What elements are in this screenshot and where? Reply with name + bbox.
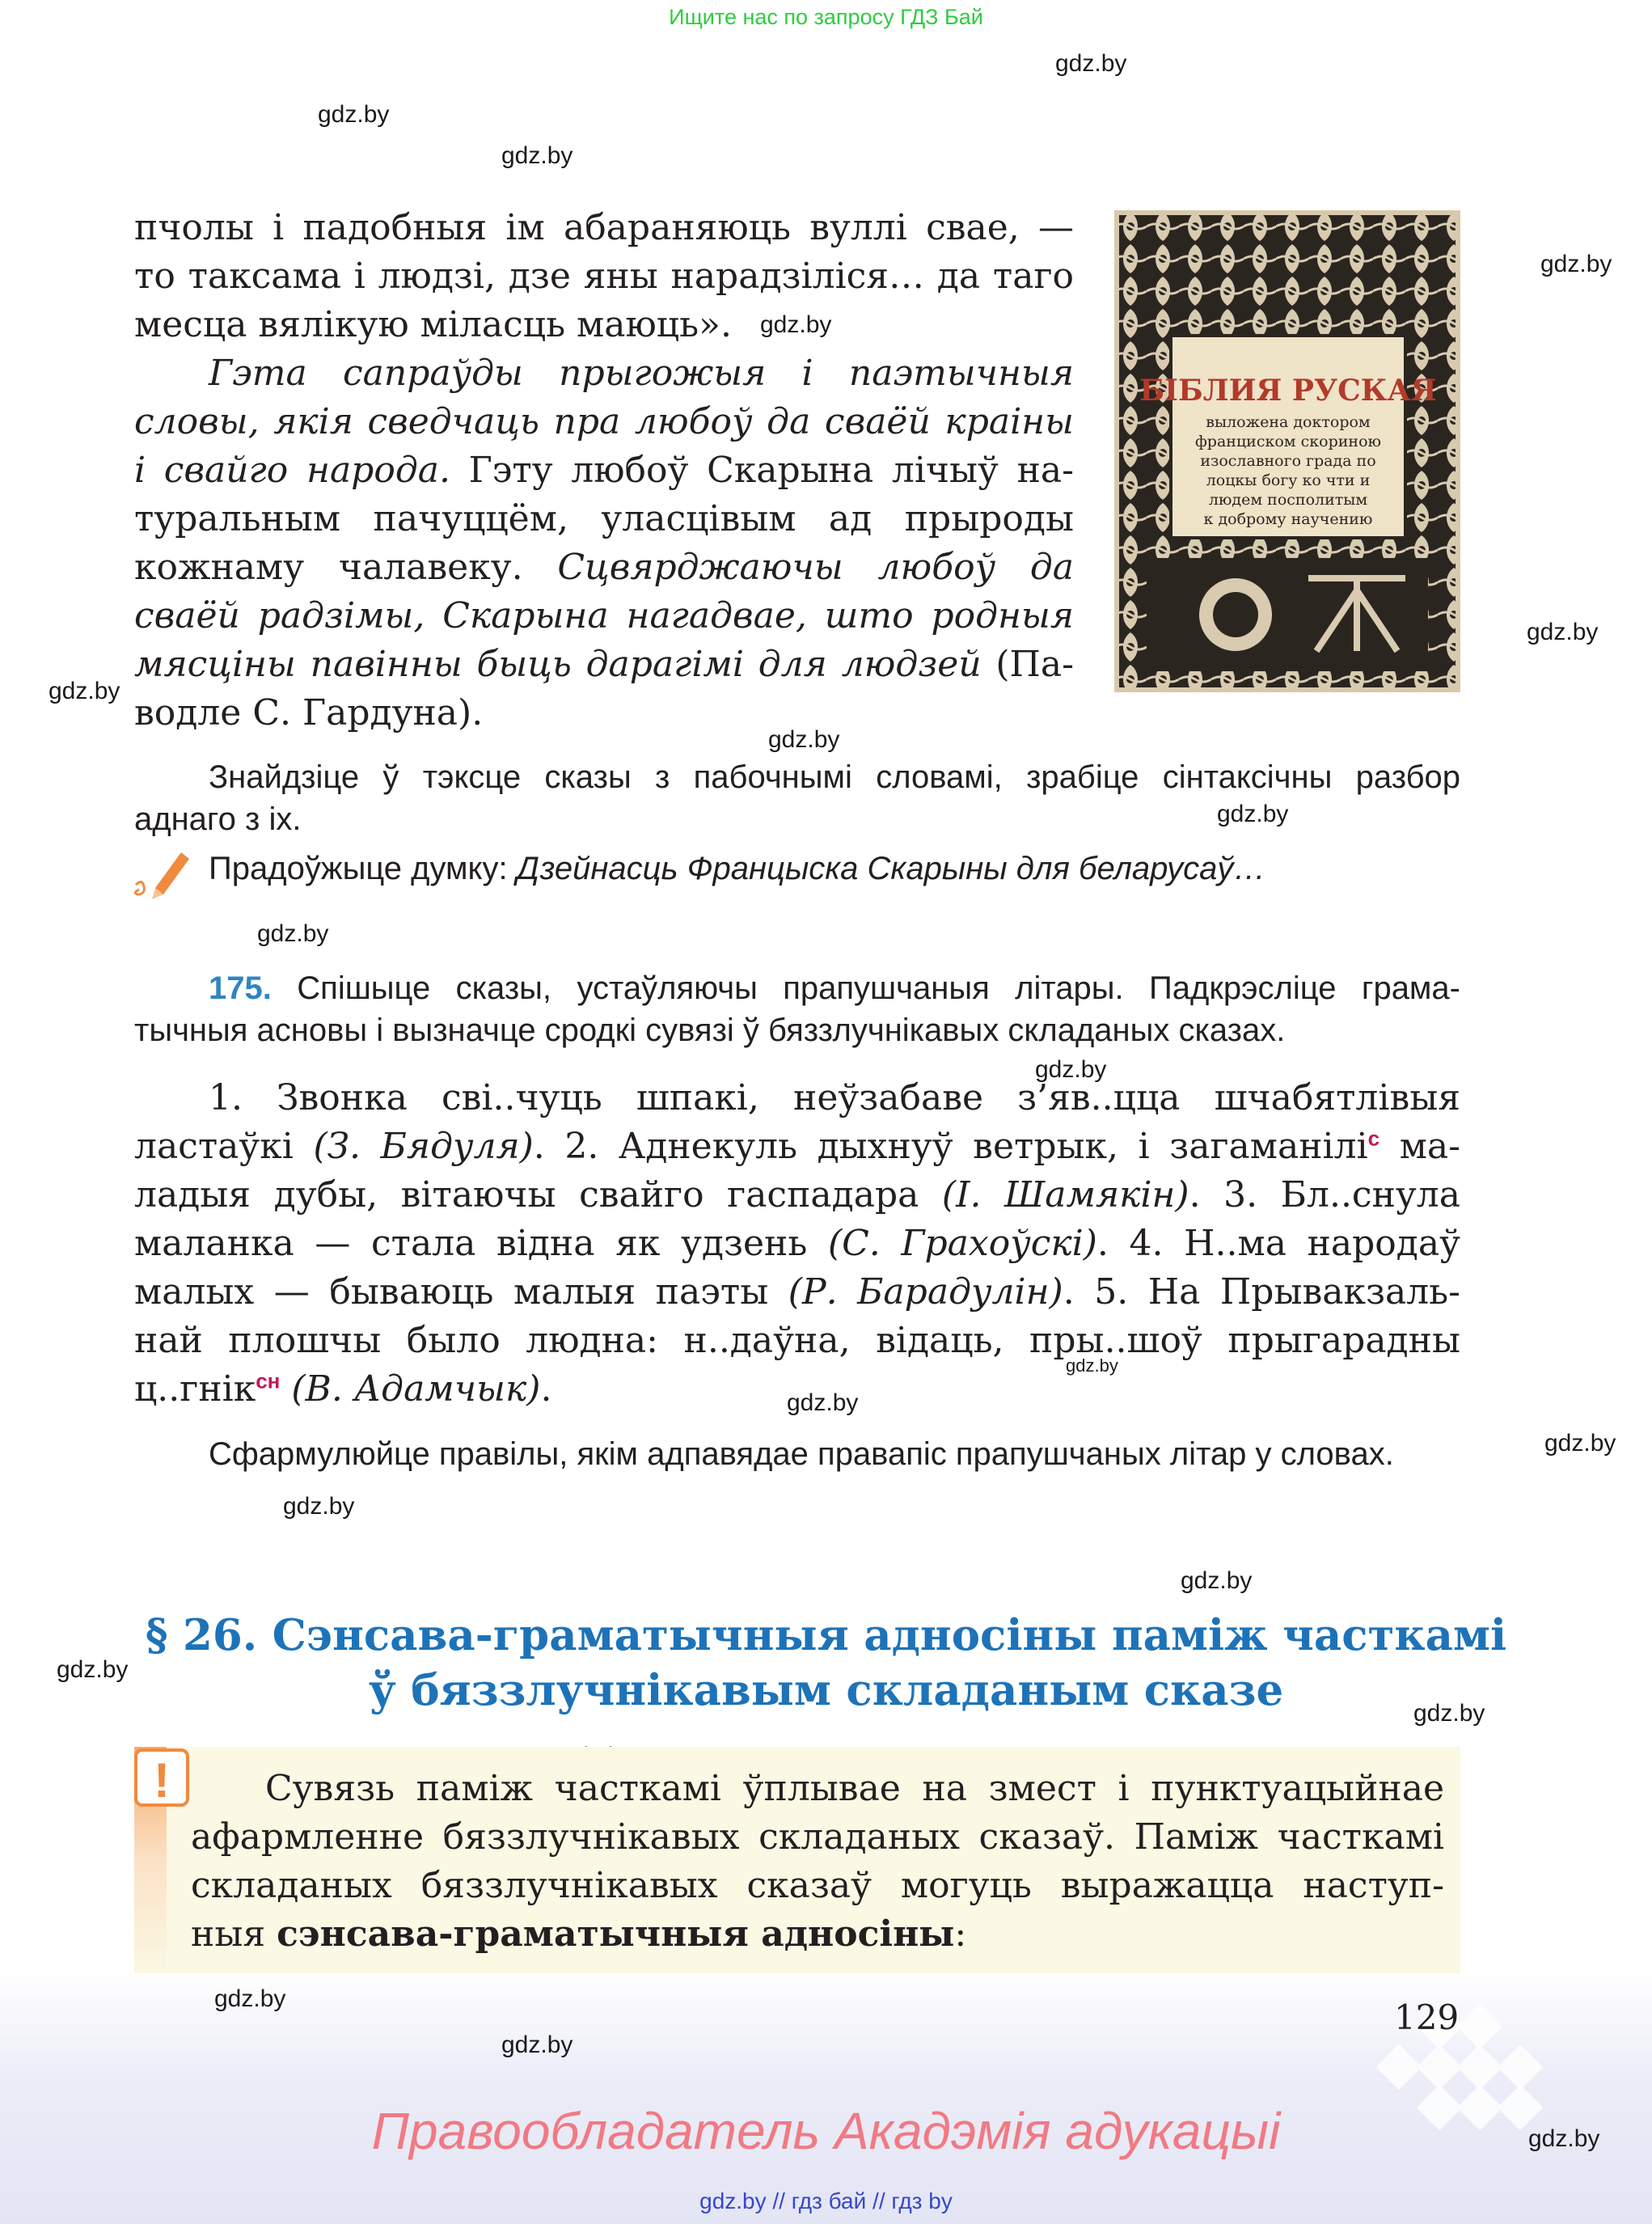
text-fragment: : <box>954 1913 967 1955</box>
watermark: gdz.by <box>501 142 573 169</box>
text-line <box>191 1910 1444 1959</box>
text-line <box>134 1123 1460 1171</box>
bible-cover-line: выложена доктором <box>1206 413 1371 431</box>
text-line: сваёй радзімы, Скарына нагадвае, што родныя <box>134 595 1074 636</box>
continue-thought <box>209 848 1460 890</box>
text-line <box>134 1171 1460 1220</box>
text-line: то таксама і людзі, дзе яны нарадзіліся… да таго <box>134 256 1074 297</box>
text-line: афармленне бяззлучнікавых складаных сказаў. Паміж часткамі <box>191 1816 1444 1858</box>
text-line: най плошчы было людна: н..даўна, вiдаць, пры..шоў прыгарадны <box>134 1320 1460 1361</box>
bible-cover-line: изославного града по <box>1200 452 1376 470</box>
text-line: складаных бяззлучнікавых сказаў могуць выражацца наступ- <box>191 1865 1444 1906</box>
watermark: gdz.by <box>1066 1355 1118 1376</box>
rule-text <box>191 1765 1444 1959</box>
text-line: Знайдзіце ў тэксце сказы з пабочнымі словамі, зрабіце сінтаксічны разбор <box>209 759 1460 795</box>
watermark: gdz.by <box>1528 2125 1600 2152</box>
watermark: gdz.by <box>768 726 840 753</box>
text-fragment <box>280 1368 291 1410</box>
text-fragment: . 4. Н..ма народаў <box>1096 1223 1460 1264</box>
watermark: gdz.by <box>283 1493 355 1520</box>
author-name: (В. Адамчык) <box>291 1368 541 1410</box>
pen-icon <box>131 841 196 906</box>
text-line <box>134 1268 1460 1317</box>
text-fragment: ц..гнiк <box>134 1368 256 1410</box>
text-line: водле С. Гардуна). <box>134 692 484 734</box>
text-fragment: . 2. Аднекуль дыхнуў ветрык, i загаманiлi <box>533 1126 1368 1167</box>
exclamation-icon: ! <box>134 1748 189 1807</box>
text-line: Сувязь паміж часткамі ўплывае на змест і пунктуацыйнае <box>265 1768 1444 1809</box>
paragraph-skaryna <box>134 204 1074 738</box>
text-fragment: кожнаму чалавеку. <box>134 547 558 588</box>
author-name: (Р. Барадулiн) <box>788 1271 1063 1313</box>
watermark: gdz.by <box>318 101 390 128</box>
text-fragment: Сцвярджаючы любоў да <box>557 547 1074 588</box>
watermark: gdz.by <box>57 1656 129 1683</box>
text-line <box>134 543 1074 592</box>
text-line: аднаго з іх. <box>134 801 302 837</box>
bible-cover-line: к доброму научению <box>1203 510 1373 528</box>
watermark: gdz.by <box>501 2032 573 2058</box>
bible-cover-line: франциском скориною <box>1194 433 1382 450</box>
watermark: gdz.by <box>1544 1430 1616 1457</box>
page-number: 129 <box>1394 1998 1460 2037</box>
top-banner-link[interactable]: Ищите нас по запросу ГДЗ Бай <box>669 5 983 29</box>
continue-thought-text: Дзейнасць Францыска Скарыны для беларусаў… <box>516 851 1266 886</box>
section-title <box>0 1608 1652 1718</box>
bible-cover-image <box>1114 210 1460 692</box>
text-fragment: (Па- <box>981 644 1075 685</box>
text-line: месца вялікую міласць маюць». <box>134 304 732 345</box>
watermark: gdz.by <box>1181 1567 1253 1594</box>
text-fragment: ныя <box>191 1913 277 1955</box>
author-name: (С. Грахоўскi) <box>827 1223 1097 1264</box>
text-fragment: мясціны павінны быць дарагімі для людзей <box>134 644 982 685</box>
exercise-number: 175. <box>209 970 272 1006</box>
bible-cover-line: людем посполитым <box>1208 491 1368 509</box>
text-fragment: і свайго народа. <box>134 450 450 491</box>
author-name: (І. Шамякiн) <box>941 1174 1189 1216</box>
text-fragment: ластаўкi <box>134 1126 314 1167</box>
exercise-175-line2 <box>134 1009 1460 1051</box>
text-fragment: . 5. На Прывакзаль- <box>1063 1271 1460 1313</box>
text-line: туральным пачуццём, уласцівым ад прыроды <box>134 498 1074 539</box>
task-find-sentences <box>209 756 1460 798</box>
watermark: gdz.by <box>1055 50 1127 77</box>
footnote-mark: с <box>1367 1126 1380 1151</box>
text-fragment: маланка — стала вiдна як удзень <box>134 1223 828 1264</box>
bible-cover-title: БІБЛИЯ РУСКАЯ <box>1139 374 1437 408</box>
watermark: gdz.by <box>257 920 329 947</box>
text-line <box>134 446 1074 495</box>
footnote-mark: сн <box>256 1368 281 1393</box>
text-line: пчолы і падобныя ім абараняюць вуллі свае, — <box>134 207 1074 248</box>
watermark: gdz.by <box>1217 801 1289 827</box>
task-formulate-rules <box>209 1433 1460 1475</box>
exercise-175-line1 <box>209 967 1460 1009</box>
watermark: gdz.by <box>1527 619 1599 645</box>
continue-thought-label: Прадоўжыце думку: <box>209 851 517 886</box>
rule-term: сэнсава-граматычныя адносіны <box>277 1913 955 1955</box>
text-line <box>134 641 1074 689</box>
bible-cover-engraving <box>1114 210 1460 692</box>
text-fragment: малых — бываюць малыя паэты <box>134 1271 788 1313</box>
watermark: gdz.by <box>1413 1700 1485 1727</box>
text-line <box>134 1365 1460 1414</box>
text-fragment: Гэту любоў Скарына лічыў на- <box>450 450 1074 491</box>
watermark: gdz.by <box>1035 1056 1107 1083</box>
task-find-sentences-cont <box>134 798 1460 840</box>
text-fragment: ма- <box>1379 1126 1461 1167</box>
text-fragment: ладыя дубы, вiтаючы свайго гаспадара <box>134 1174 942 1216</box>
watermark: gdz.by <box>214 1985 286 2012</box>
watermark: gdz.by <box>787 1389 859 1416</box>
watermark: gdz.by <box>1540 251 1612 277</box>
bottom-links[interactable]: gdz.by // гдз бай // гдз by <box>699 2188 953 2213</box>
text-line: тычныя асновы і вызначце сродкі сувязі ў бяззлучнікавых складаных сказах. <box>134 1013 1286 1048</box>
text-fragment: . <box>540 1368 552 1410</box>
text-line: словы, якія сведчаць пра любоў да сваёй краіны <box>134 401 1074 442</box>
section-title-line: ў бяззлучнікавым складаным сказе <box>368 1665 1284 1715</box>
author-name: (З. Бядуля) <box>313 1126 534 1167</box>
bible-cover-line: лоцкы богу ко чти и <box>1206 471 1371 489</box>
watermark: gdz.by <box>49 678 120 704</box>
exercise-sentences <box>134 1074 1460 1414</box>
text-line <box>134 1220 1460 1268</box>
text-line: Сфармулюйце правілы, якім адпавядае правапіс прапушчаных літар у словах. <box>209 1436 1394 1472</box>
section-title-line: § 26. Сэнсава-граматычныя адносіны паміж часткамі <box>145 1610 1507 1660</box>
text-line: Гэта сапраўды прыгожыя і паэтычныя <box>209 353 1074 394</box>
watermark: gdz.by <box>760 311 832 338</box>
copyright-notice: Правообладатель Акадэмія адукацыі <box>371 2102 1281 2160</box>
text-fragment: Спішыце сказы, устаўляючы прапушчаныя літары. Падкрэсліце грама- <box>271 970 1460 1006</box>
text-line: 1. Звонка свi..чуць шпакi, неўзабаве з’яв..цца шчабятлiвыя <box>209 1077 1460 1118</box>
text-fragment: . 3. Бл..снула <box>1189 1174 1460 1216</box>
